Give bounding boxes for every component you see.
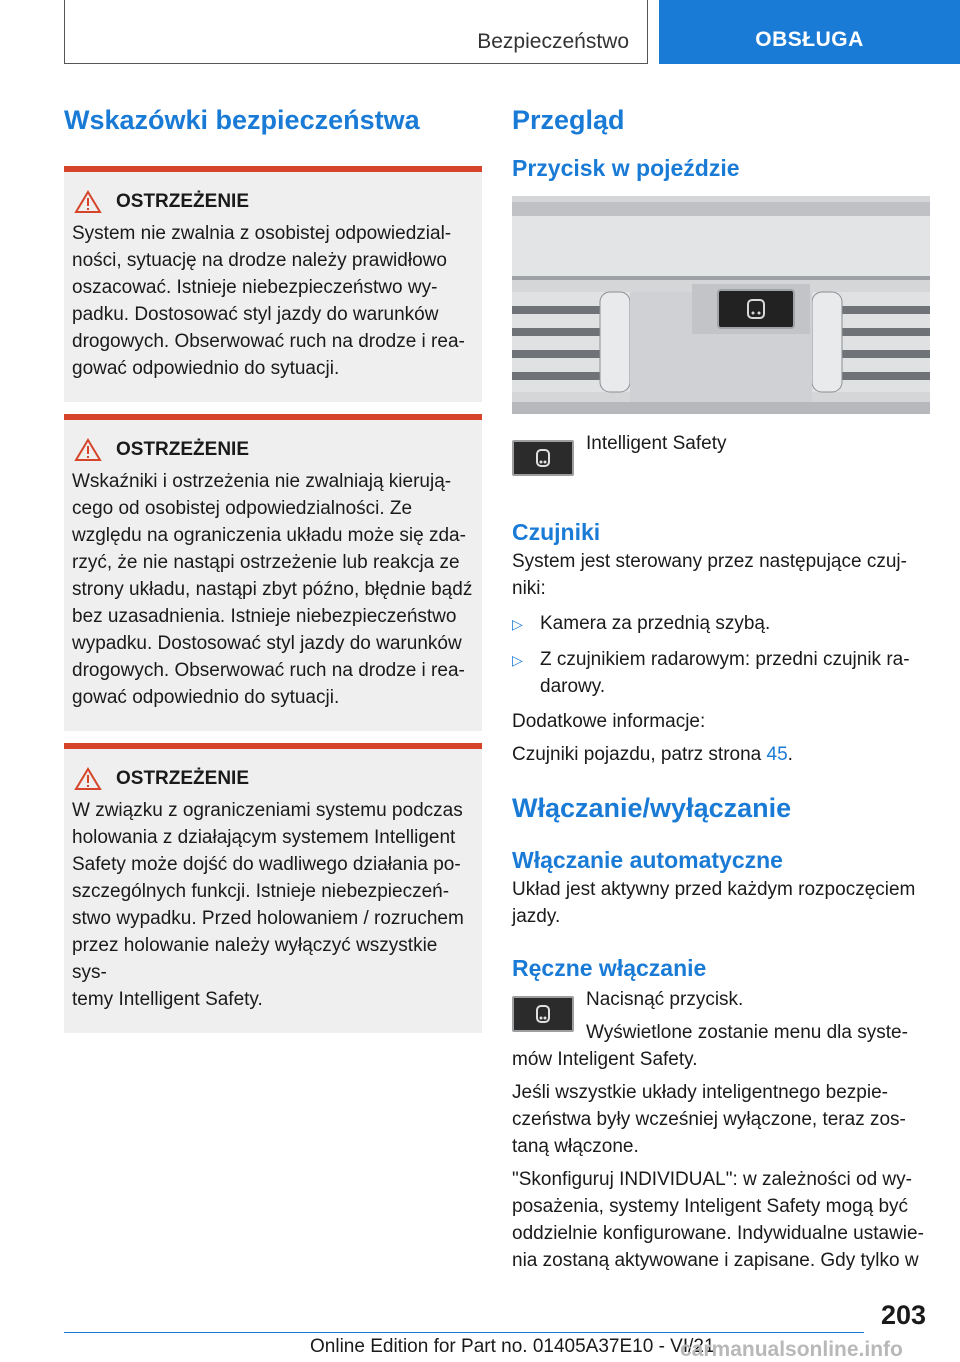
triangle-bullet-icon: ▷ — [512, 616, 523, 632]
manual-step-1: Nacisnąć przycisk. — [586, 989, 744, 1010]
warning-text: W związku z ograniczeniami systemu podczas holowania z działającym systemem Intelligent Safety może dojść do wadliwego działania po- szczególnych funkcji. Istnieje niebezpieczeń- stwo wypadku. Przed holowaniem / rozruchem przez holowanie należy wyłączyć wszystkie sys- temy Intelligent Safety. — [72, 800, 464, 1010]
intelligent-safety-button[interactable] — [512, 996, 574, 1032]
triangle-bullet-icon: ▷ — [512, 652, 523, 668]
extra-info: Dodatkowe informacje: — [512, 711, 706, 732]
sensors-intro-1: System jest sterowany przez następujące czuj- — [512, 551, 907, 572]
warning-box-3 — [64, 743, 482, 1033]
manual-on-title: Ręczne włączanie — [512, 955, 707, 981]
intelligent-safety-button[interactable] — [512, 440, 574, 476]
left-column — [64, 100, 482, 1033]
button-label: Intelligent Safety — [586, 433, 727, 454]
warning-box-1 — [64, 166, 482, 402]
footer-edition: Online Edition for Part no. 01405A37E10 - VI/21 — [310, 1336, 715, 1357]
warning-triangle-icon — [74, 438, 102, 462]
left-vent — [512, 292, 630, 392]
watermark: carmanualsonline.info — [680, 1338, 903, 1361]
header-section-title: Bezpieczeństwo — [477, 30, 629, 53]
manual-paragraph-2: "Skonfiguruj INDIVIDUAL": w zależności od wy- posażenia, systemy Inteligent Safety mogą być oddzielnie konfigurowane. Indywidualne ustawie- nia zostaną aktywowane i zapisane. Gdy tylko w — [512, 1169, 924, 1271]
warning-label: OSTRZEŻENIE — [116, 768, 250, 789]
manual-step-2-cont: mów Inteligent Safety. — [512, 1049, 698, 1070]
manual-paragraph-1: Jeśli wszystkie układy inteligentnego bezpie- czeństwa były wcześniej wyłączone, teraz zos- taną włączone. — [512, 1082, 906, 1157]
sensors-reference: Czujniki pojazdu, patrz strona 45. — [512, 744, 793, 765]
warning-triangle-icon — [74, 190, 102, 214]
list-item: ▷ Kamera za przednią szybą. — [512, 610, 930, 638]
auto-on-title: Włączanie automatyczne — [512, 847, 783, 873]
manual-step-2: Wyświetlone zostanie menu dla syste- — [586, 1022, 908, 1043]
header-section-box — [64, 0, 648, 64]
page-link[interactable]: 45 — [766, 744, 788, 765]
list-item: ▷ Z czujnikiem radarowym: przedni czujnik ra- darowy. — [512, 646, 930, 700]
warning-label: OSTRZEŻENIE — [116, 191, 250, 212]
intelligent-safety-icon — [532, 447, 554, 469]
sensors-intro-2: niki: — [512, 578, 546, 599]
onoff-title: Włączanie/wyłączanie — [512, 793, 792, 823]
footer-divider — [64, 1332, 864, 1333]
safety-notes-title: Wskazówki bezpieczeństwa — [64, 105, 420, 135]
warning-text: Wskaźniki i ostrzeżenia nie zwalniają kierują- cego od osobistej odpowiedzialności. Ze względu na ograniczenia układu może się zda- rzyć, że nie nastąpi ostrzeżenie lub reakcja ze strony układu, nastąpi zbyt późno, błędnie bądź bez uzasadnienia. Istnieje niebezpieczeństwo wypadku. Dostosować styl jazdy do warunków drogowych. Obserwować ruch na drodze i rea- gować odpowiednio do sytuacji. — [72, 471, 473, 708]
dashboard-vents-image — [512, 196, 930, 414]
intelligent-safety-icon — [532, 1003, 554, 1025]
right-vent — [812, 292, 930, 392]
auto-text-2: jazdy. — [512, 906, 561, 927]
warning-text: System nie zwalnia z osobistej odpowiedzial- ności, sytuację na drodze należy prawidłowo oszacować. Istnieje niebezpieczeństwo wy- padku. Dostosować styl jazdy do warunków drogowych. Obserwować ruch na drodze i rea- gować odpowiednio do sytuacji. — [72, 223, 465, 379]
right-column — [512, 100, 930, 1274]
warning-triangle-icon — [74, 767, 102, 791]
header-tab[interactable]: OBSŁUGA — [659, 0, 960, 64]
page-number: 203 — [880, 1300, 926, 1330]
dashboard-photo — [512, 196, 930, 414]
sensors-title: Czujniki — [512, 519, 601, 545]
warning-box-2 — [64, 414, 482, 731]
button-in-vehicle-title: Przycisk w pojeździe — [512, 155, 740, 181]
warning-label: OSTRZEŻENIE — [116, 439, 250, 460]
overview-title: Przegląd — [512, 105, 625, 135]
auto-text-1: Układ jest aktywny przed każdym rozpoczęciem — [512, 879, 916, 900]
